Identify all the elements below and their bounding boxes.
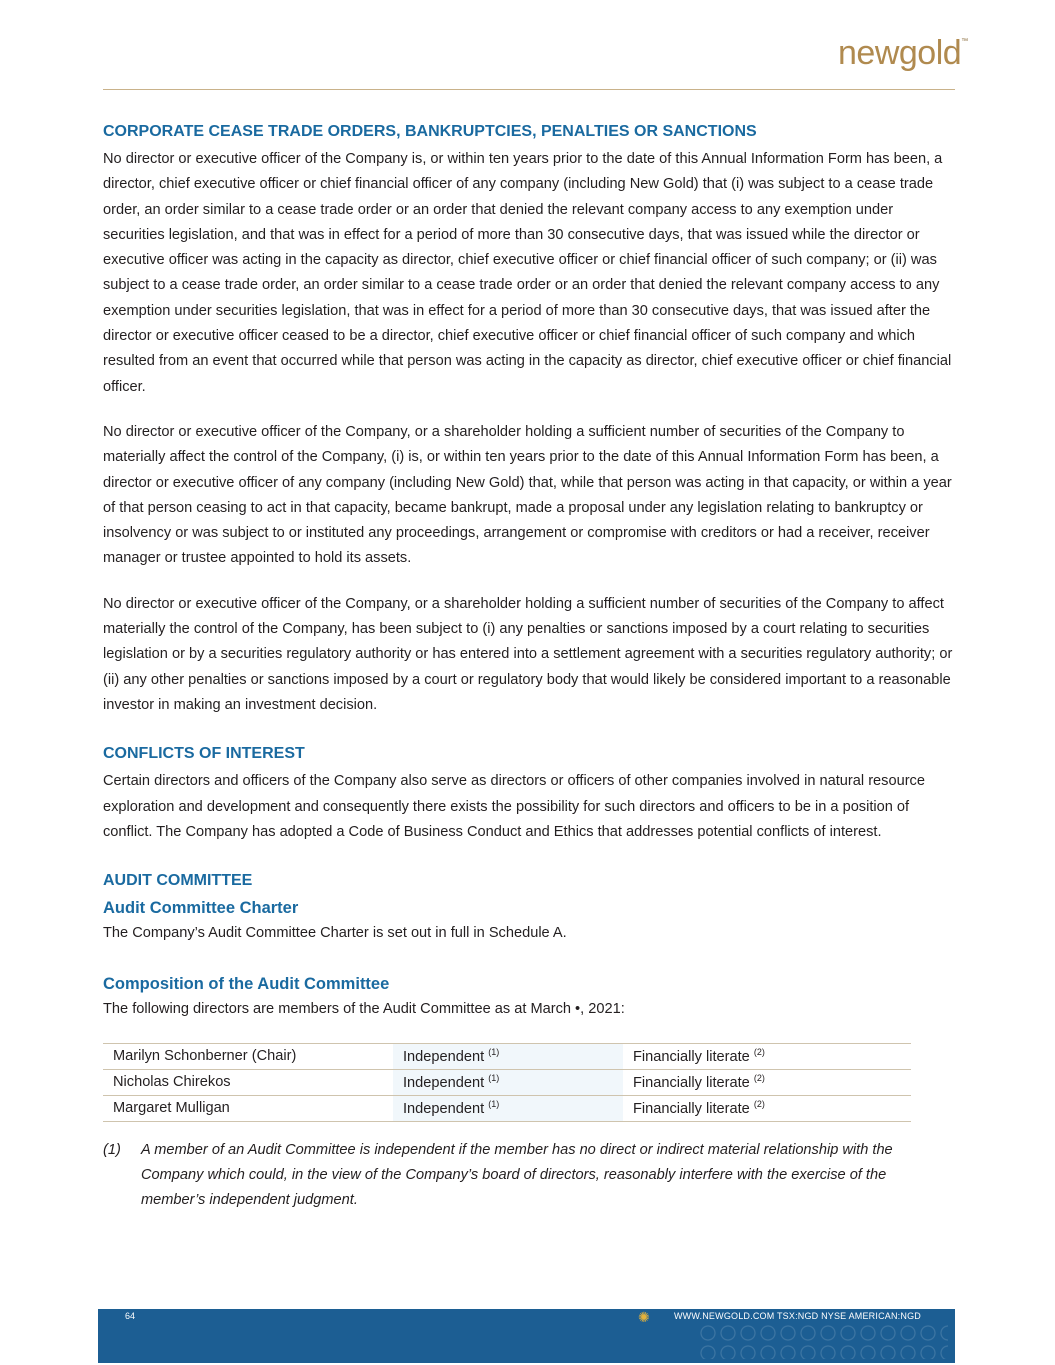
- footer-links: WWW.NEWGOLD.COM TSX:NGD NYSE AMERICAN:NGD: [673, 1311, 921, 1321]
- paragraph-audit-charter: The Company’s Audit Committee Charter is set out in full in Schedule A.: [103, 925, 567, 942]
- paragraph-conflicts: Certain directors and officers of the Company also serve as directors or officers of other companies involved in natural resource exploration and development and consequently there exists the possibility for such directors and officers to be in a position of conflict. The Company has adopted a Code of Business Conduct and Ethics that addresses potential conflicts of interest.: [103, 773, 925, 840]
- heading-cease-trade: CORPORATE CEASE TRADE ORDERS, BANKRUPTCIES, PENALTIES OR SANCTIONS: [103, 123, 757, 140]
- member-independence: Independent $^{(1)}$: [393, 1043, 623, 1069]
- heading-audit-composition: Composition of the Audit Committee: [103, 975, 390, 994]
- member-literacy: Financially literate $^{(2)}$: [623, 1069, 911, 1095]
- paragraph-audit-composition: The following directors are members of the Audit Committee as at March •, 2021:: [103, 1001, 625, 1018]
- heading-audit-charter: Audit Committee Charter: [103, 899, 299, 918]
- paragraph-cease-trade-1: No director or executive officer of the Company is, or within ten years prior to the date of this Annual Information Form has been, a director, chief executive officer or chief financial officer of any company (including New Gold) that (i) was subject to a cease trade order, an order similar to a cease trade order or an order that denied the relevant company access to any exemption under securities legislation, and that was in effect for a period of more than 30 consecutive days, that was issued while the director or executive officer was acting in the capacity as director, chief executive officer or chief financial officer of such company; or (ii) was subject to a cease trade order, an order similar to a cease trade order or an order that denied the relevant company access to any exemption under securities legislation, that was in effect for a period of more than 30 consecutive days, that was issued after the director or executive officer ceased to be a director, chief executive officer or chief financial officer of such company and which resulted from an event that occurred while that person was acting in the capacity as director, chief executive officer or chief financial officer.: [103, 151, 952, 395]
- member-name: Marilyn Schonberner (Chair): [103, 1043, 393, 1069]
- member-literacy: Financially literate $^{(2)}$: [623, 1043, 911, 1069]
- member-name: Nicholas Chirekos: [103, 1069, 393, 1095]
- trademark-mark: ™: [961, 38, 968, 45]
- table-row: [103, 1069, 911, 1095]
- heading-audit-committee: AUDIT COMMITTEE: [103, 872, 253, 890]
- member-independence: Independent $^{(1)}$: [393, 1095, 623, 1121]
- page-footer: [98, 1309, 955, 1363]
- table-row: [103, 1043, 911, 1069]
- audit-members-table: [103, 1043, 911, 1122]
- document-body: [103, 120, 953, 1214]
- member-independence: Independent $^{(1)}$: [393, 1069, 623, 1095]
- paragraph-cease-trade-3: No director or executive officer of the Company, or a shareholder holding a sufficient number of securities of the Company to affect materially the control of the Company, has been subject to (i) any penalties or sanctions imposed by a court relating to securities legislation or by a securities regulatory authority or has entered into a settlement agreement with a securities regulatory authority; or (ii) any other penalties or sanctions imposed by a court or regulatory body that would likely be considered important to a reasonable investor in making an investment decision.: [103, 595, 953, 713]
- footnote-1: [103, 1138, 953, 1214]
- footnote-number: (1): [103, 1141, 121, 1158]
- table-row: [103, 1095, 911, 1121]
- footnote-text: A member of an Audit Committee is independent if the member has no direct or indirect material relationship with the Company which could, in the view of the Company’s board of directors, reasonably interfere with the exercise of the member’s independent judgment.: [141, 1141, 893, 1209]
- paragraph-cease-trade-2: No director or executive officer of the Company, or a shareholder holding a sufficient number of securities of the Company to materially affect the control of the Company, (i) is, or within ten years prior to the date of this Annual Information Form has been, a director or executive officer of any company (including New Gold) that, while that person was acting in that capacity, or within a year of that person ceasing to act in that capacity, became bankrupt, made a proposal under any legislation relating to bankruptcy or insolvency or was subject to or instituted any proceedings, arrangement or compromise with creditors or had a receiver, receiver manager or trustee appointed to hold its assets.: [103, 423, 952, 567]
- header-divider: [103, 89, 955, 90]
- logo-text: newgold: [838, 34, 962, 72]
- footer-pattern: [698, 1323, 948, 1359]
- heading-conflicts: CONFLICTS OF INTEREST: [103, 745, 305, 763]
- star-ring-icon: ✺: [638, 1309, 650, 1325]
- newgold-logo: [838, 34, 968, 73]
- member-literacy: Financially literate $^{(2)}$: [623, 1095, 911, 1121]
- page-number: 64: [125, 1311, 136, 1321]
- member-name: Margaret Mulligan: [103, 1095, 393, 1121]
